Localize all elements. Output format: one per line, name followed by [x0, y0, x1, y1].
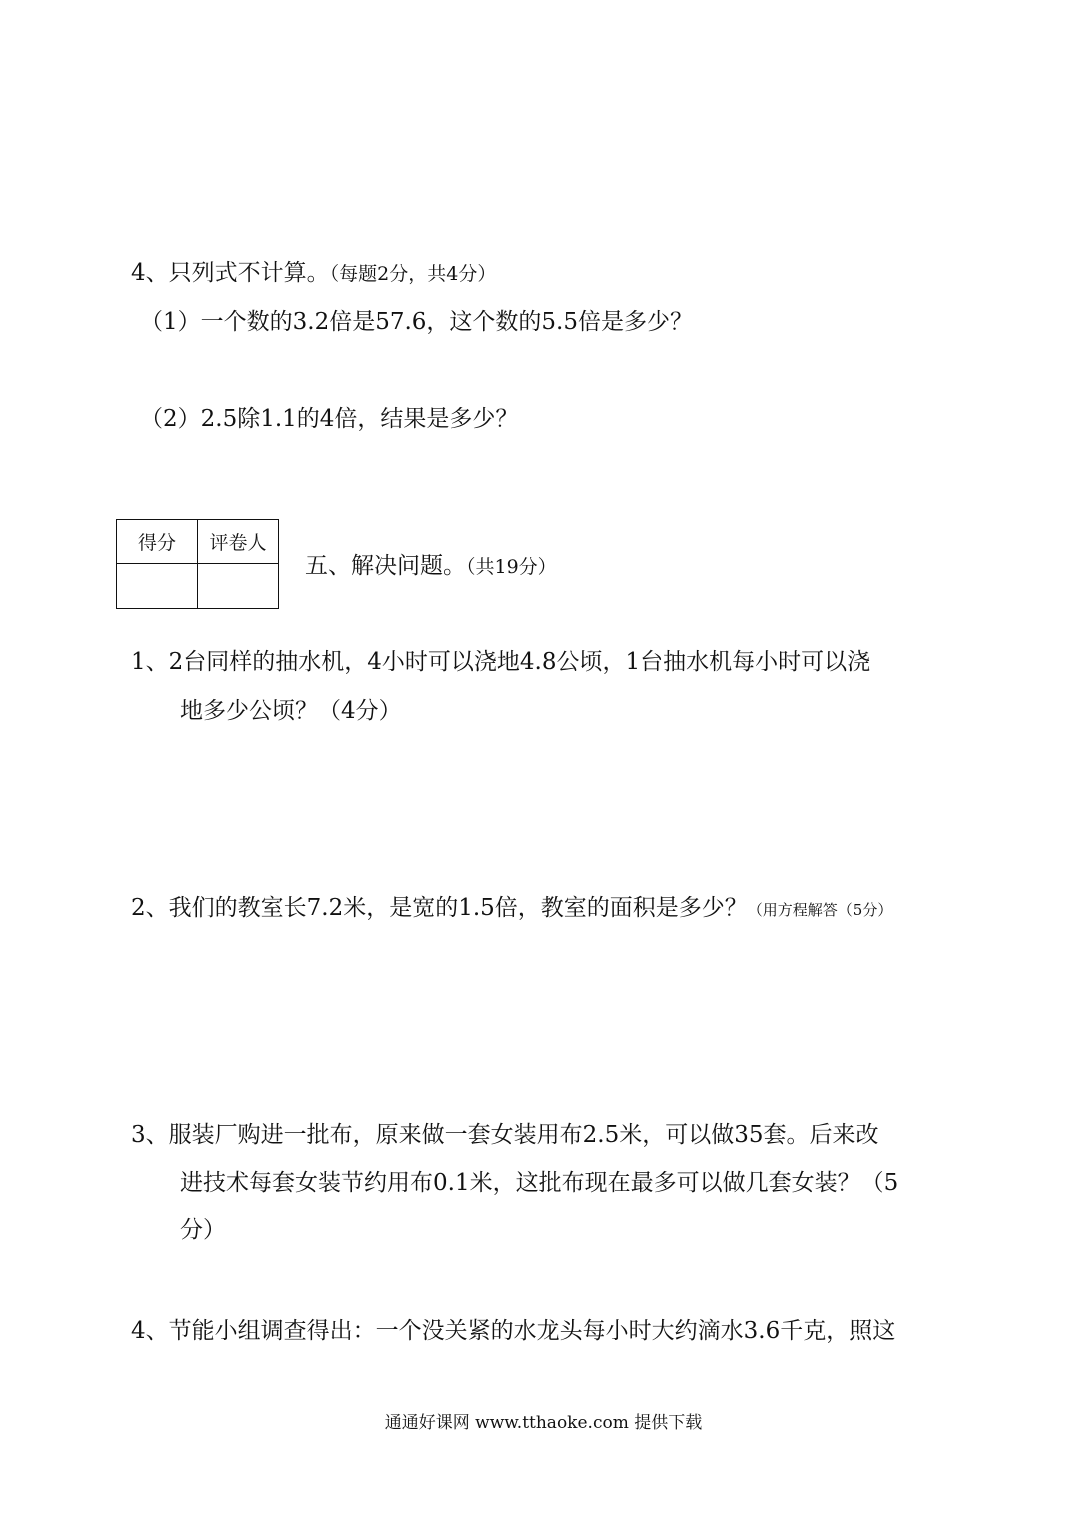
part4-question-2: （2）2.5除1.1的4倍，结果是多少？ — [140, 406, 519, 432]
problem-2-main: 2、我们的教室长7.2米，是宽的1.5倍，教室的面积是多少？ — [131, 895, 748, 921]
score-table — [116, 519, 279, 609]
problem-2-note: （用方程解答（5分） — [747, 901, 893, 919]
page-footer: 通通好课网 www.tthaoke.com 提供下载 — [384, 1413, 703, 1433]
problem-1-line-2: 地多少公顷？（4分） — [180, 698, 402, 724]
problem-3-line-1: 3、服装厂购进一批布，原来做一套女装用布2.5米，可以做35套。后来改 — [131, 1122, 879, 1148]
problem-1-line-1: 1、2台同样的抽水机，4小时可以浇地4.8公顷，1台抽水机每小时可以浇 — [131, 649, 871, 675]
part4-heading-main: 4、只列式不计算。 — [131, 260, 330, 286]
grader-header: 评卷人 — [198, 520, 279, 564]
score-header: 得分 — [117, 520, 198, 564]
problem-4-line-1: 4、节能小组调查得出：一个没关紧的水龙头每小时大约滴水3.6千克，照这 — [131, 1318, 896, 1344]
score-cell[interactable] — [117, 564, 198, 609]
problem-2 — [131, 893, 892, 925]
part4-question-1: （1）一个数的3.2倍是57.6，这个数的5.5倍是多少？ — [140, 309, 693, 335]
problem-3-line-2: 进技术每套女装节约用布0.1米，这批布现在最多可以做几套女装？（5 — [180, 1170, 899, 1196]
grader-cell[interactable] — [198, 564, 279, 609]
problem-3-line-3: 分） — [180, 1217, 226, 1243]
part4-heading-note: （每题2分，共4分） — [329, 263, 497, 285]
part5-heading-note: （共19分） — [466, 556, 557, 578]
part5-heading-main: 五、解决问题。 — [305, 553, 466, 579]
part4-heading — [131, 258, 496, 289]
part5-heading — [305, 551, 557, 582]
